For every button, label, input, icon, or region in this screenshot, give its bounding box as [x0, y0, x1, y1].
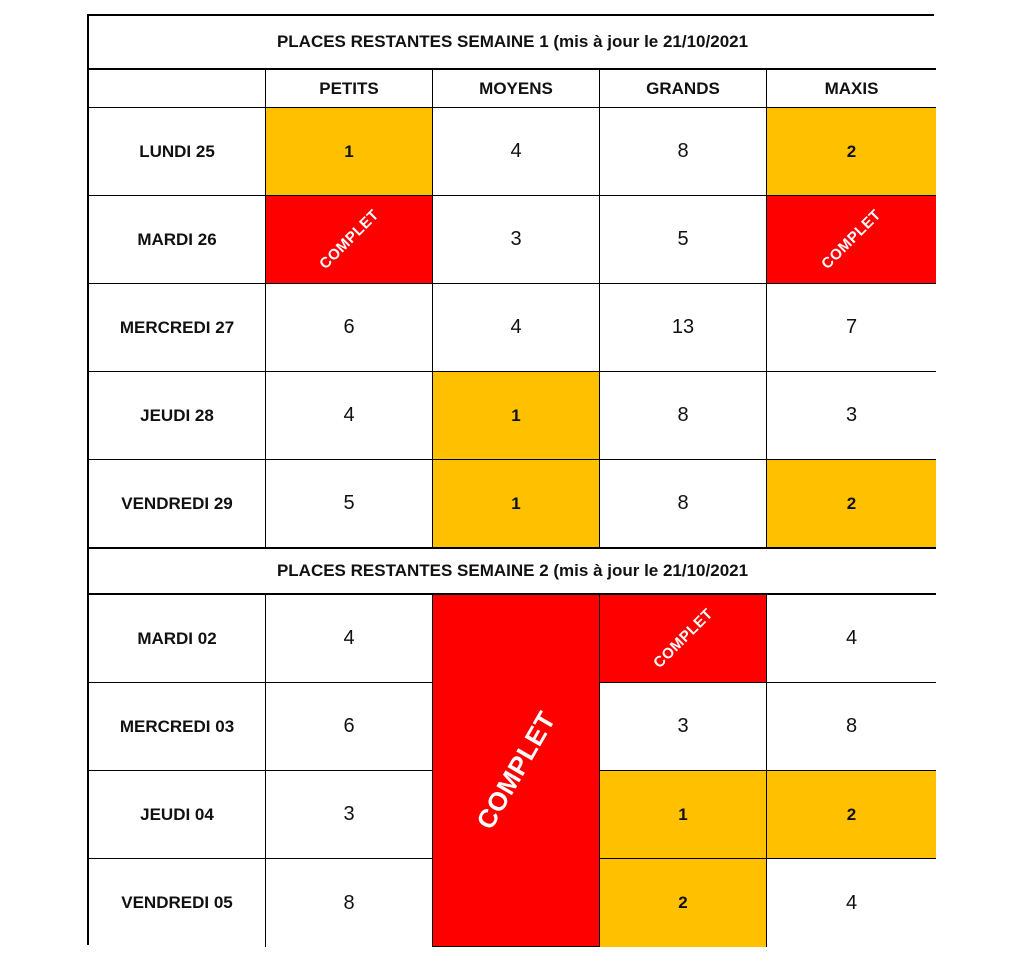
cell-low: 1: [433, 372, 600, 460]
cell-low: 2: [767, 108, 936, 196]
cell-value: 3: [433, 196, 600, 284]
day-label: JEUDI 04: [89, 771, 266, 859]
cell-full-merged: [433, 595, 600, 947]
cell-value: 5: [266, 460, 433, 548]
cell-low: 1: [266, 108, 433, 196]
day-label: MERCREDI 27: [89, 284, 266, 372]
header-maxis: MAXIS: [767, 70, 936, 108]
cell-value: 13: [600, 284, 767, 372]
week1-title: PLACES RESTANTES SEMAINE 1 (mis à jour le 21/10/2021: [89, 16, 936, 70]
cell-value: 4: [266, 595, 433, 683]
cell-full: [266, 196, 433, 284]
complet-label: COMPLET: [818, 206, 885, 273]
day-label: VENDREDI 05: [89, 859, 266, 947]
header-moyens: MOYENS: [433, 70, 600, 108]
cell-low: 1: [433, 460, 600, 548]
week2-title: PLACES RESTANTES SEMAINE 2 (mis à jour le 21/10/2021: [89, 548, 936, 595]
cell-full: [600, 595, 767, 683]
cell-low: 2: [767, 771, 936, 859]
cell-value: 6: [266, 284, 433, 372]
cell-value: 4: [433, 108, 600, 196]
cell-value: 4: [266, 372, 433, 460]
places-table: [87, 14, 934, 945]
cell-value: 5: [600, 196, 767, 284]
cell-low: 2: [600, 859, 767, 947]
cell-value: 3: [767, 372, 936, 460]
cell-value: 8: [600, 108, 767, 196]
cell-value: 6: [266, 683, 433, 771]
complet-label: COMPLET: [649, 605, 717, 672]
complet-label: COMPLET: [469, 706, 562, 835]
day-label: LUNDI 25: [89, 108, 266, 196]
cell-value: 3: [600, 683, 767, 771]
cell-low: 2: [767, 460, 936, 548]
cell-low: 1: [600, 771, 767, 859]
cell-full: [767, 196, 936, 284]
day-label: MARDI 26: [89, 196, 266, 284]
day-label: VENDREDI 29: [89, 460, 266, 548]
cell-value: 8: [600, 372, 767, 460]
day-label: JEUDI 28: [89, 372, 266, 460]
cell-value: 8: [600, 460, 767, 548]
header-grands: GRANDS: [600, 70, 767, 108]
cell-value: 4: [767, 859, 936, 947]
cell-value: 8: [767, 683, 936, 771]
header-corner: [89, 70, 266, 108]
header-petits: PETITS: [266, 70, 433, 108]
complet-label: COMPLET: [315, 206, 383, 273]
day-label: MERCREDI 03: [89, 683, 266, 771]
cell-value: 8: [266, 859, 433, 947]
day-label: MARDI 02: [89, 595, 266, 683]
cell-value: 3: [266, 771, 433, 859]
cell-value: 7: [767, 284, 936, 372]
cell-value: 4: [433, 284, 600, 372]
cell-value: 4: [767, 595, 936, 683]
